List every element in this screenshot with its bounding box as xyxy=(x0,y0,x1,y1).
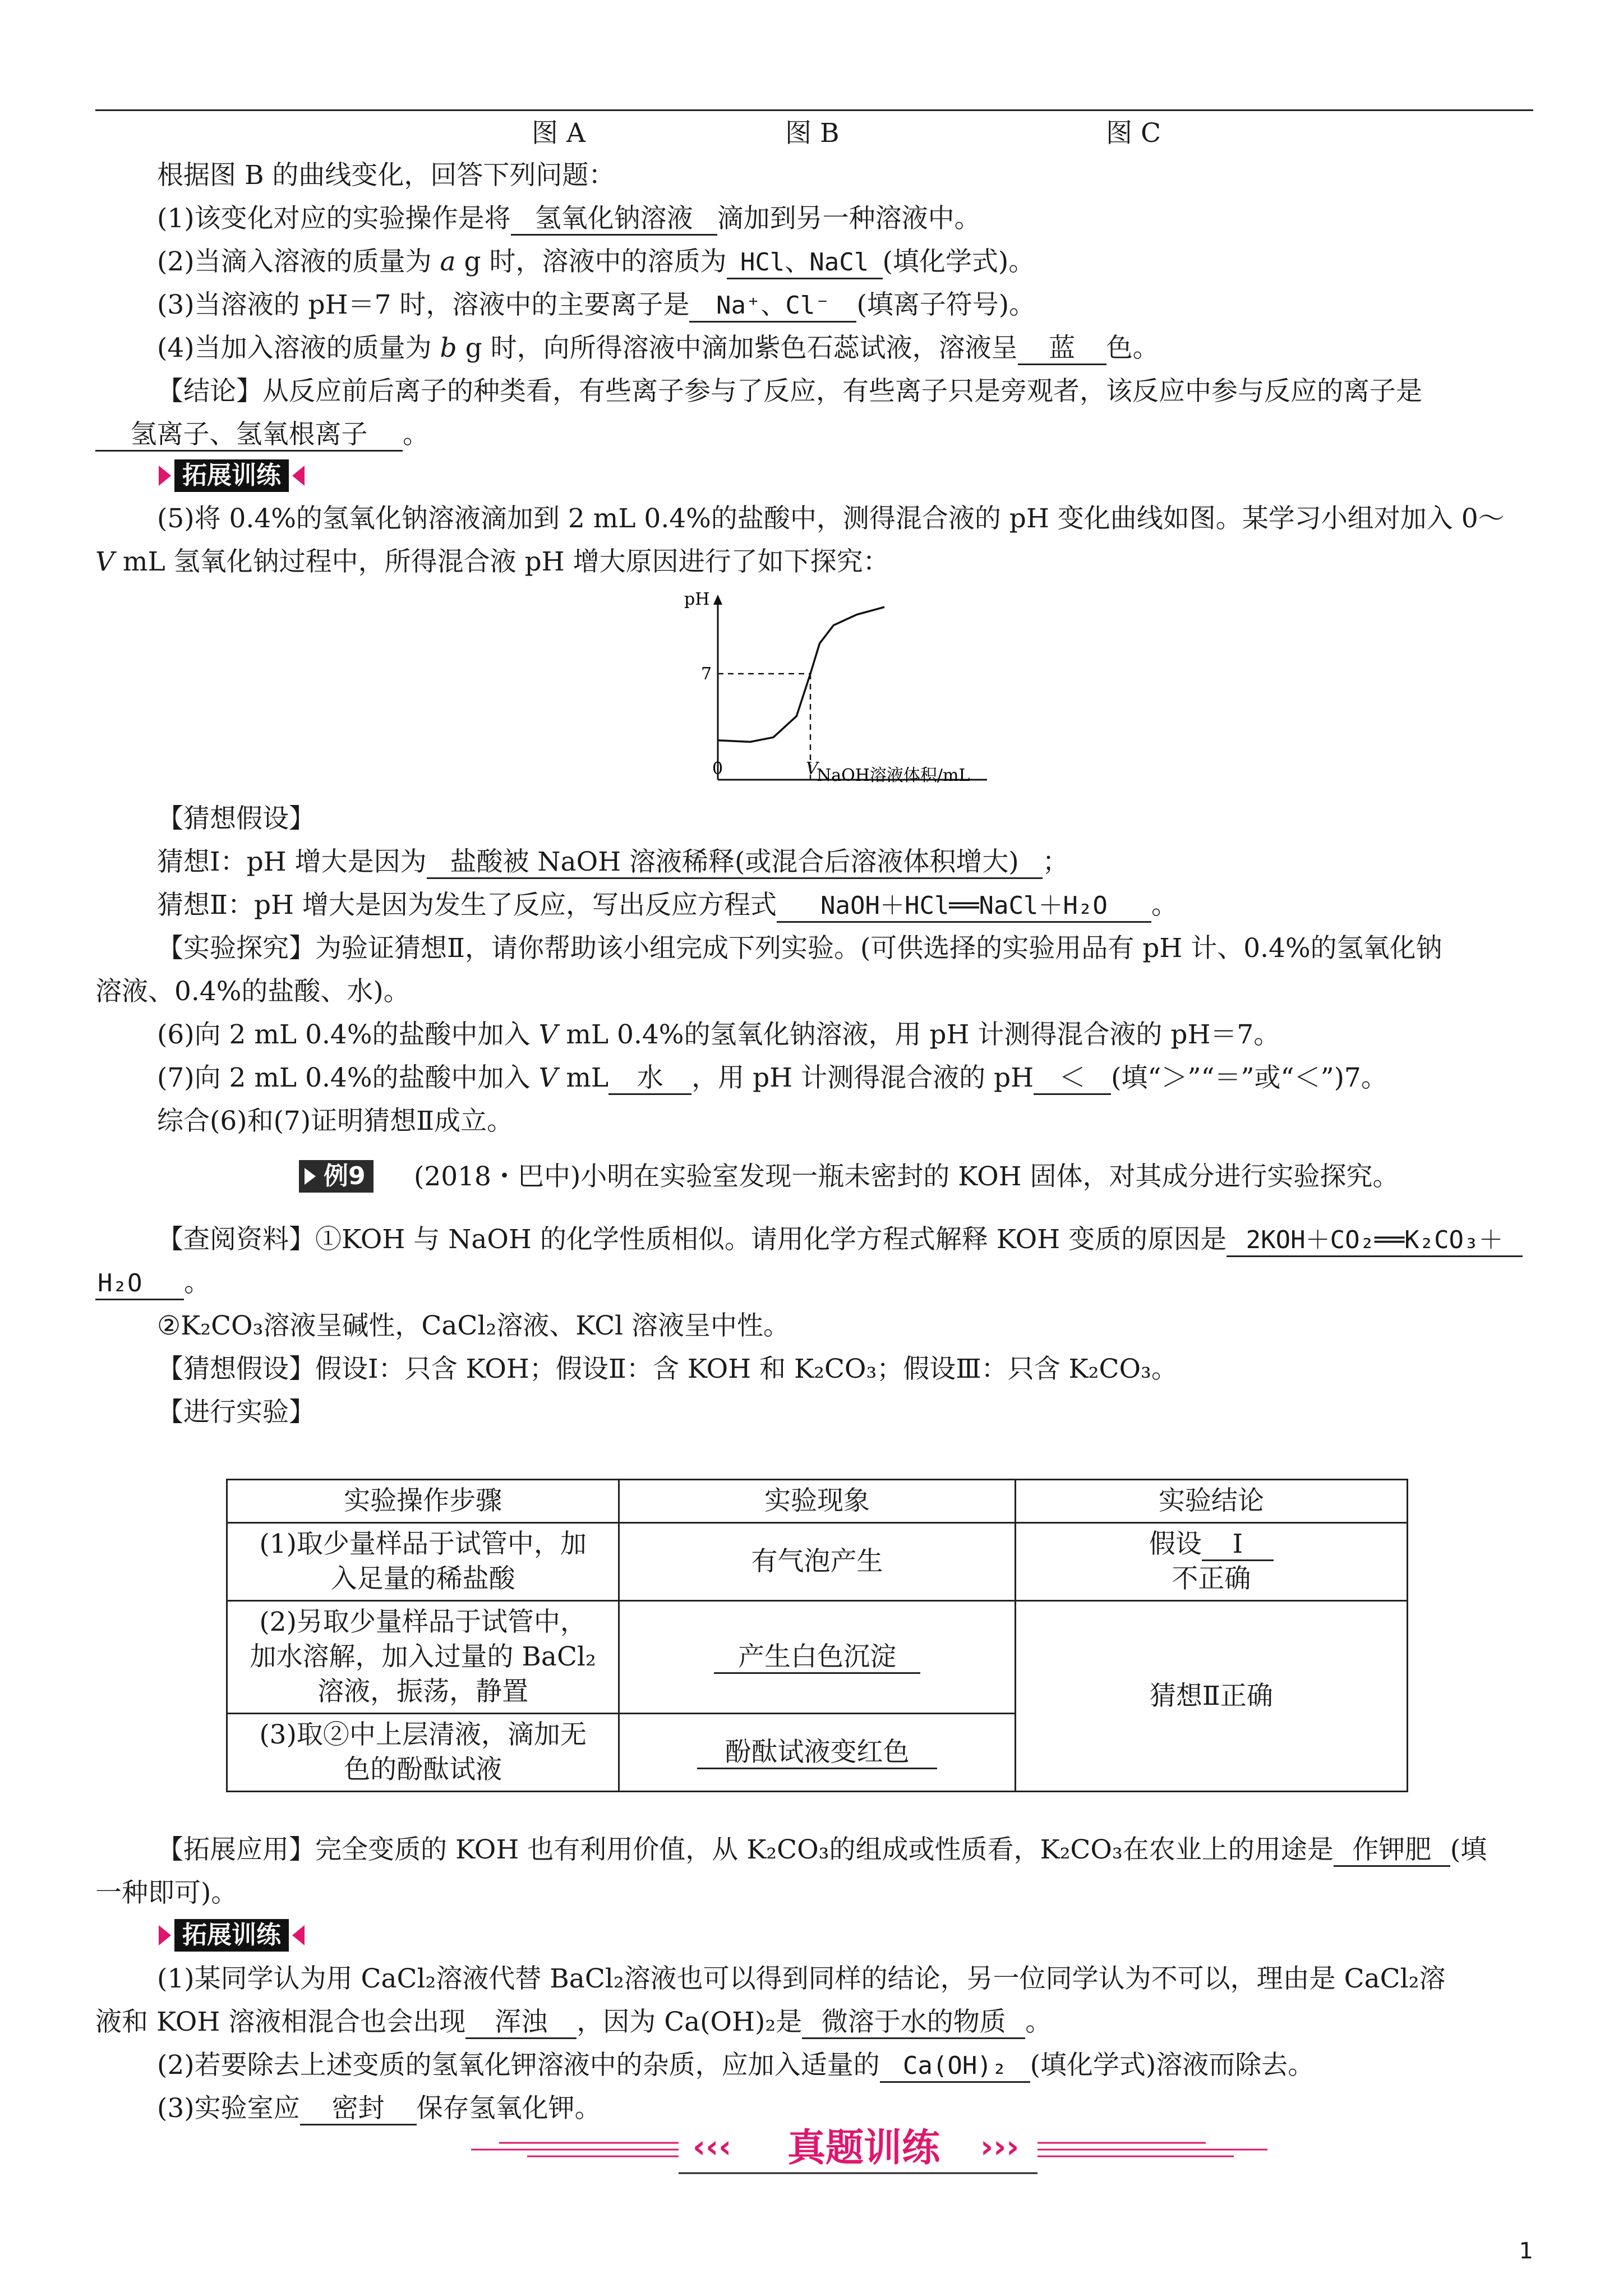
ph-curve-chart xyxy=(673,589,1021,797)
section-banner xyxy=(471,2110,1267,2178)
question-2: (2)当滴入溶液的质量为 a g 时，溶液中的溶质为 HCl、NaCl (填化学式)。 xyxy=(157,245,1035,279)
banner-right-chevrons: ››› xyxy=(980,2129,1020,2165)
conclusion-answer: 氢离子、氢氧根离子 xyxy=(95,420,403,452)
y-axis-arrow xyxy=(713,595,722,605)
x-tick-label: V xyxy=(806,759,818,779)
answer-7a: 水 xyxy=(608,1063,691,1095)
ext2-q3-answer: 密封 xyxy=(300,2093,417,2125)
row3-step: (3)取②中上层清液，滴加无 色的酚酞试液 xyxy=(227,1714,619,1792)
ph-curve xyxy=(718,607,884,742)
answer-2: HCl、NaCl xyxy=(727,247,883,279)
application-line2: 一种即可)。 xyxy=(95,1878,238,1908)
page-number: 1 xyxy=(1519,2238,1533,2264)
example-9-text: (2018・巴中)小明在实验室发现一瓶未密封的 KOH 固体，对其成分进行实验探究。 xyxy=(414,1161,1399,1192)
header-steps: 实验操作步骤 xyxy=(227,1480,619,1523)
lookup-line1: 【查阅资料】①KOH 与 NaOH 的化学性质相似。请用化学方程式解释 KOH 变质的原因是 2KOH＋CO₂══K₂CO₃＋ xyxy=(157,1223,1523,1257)
ext2-q1-answer1: 浑浊 xyxy=(465,2007,577,2039)
question-7: (7)向 2 mL 0.4%的盐酸中加入 V mL 水 ，用 pH 计测得混合液的 pH ＜ (填“＞”“＝”或“＜”)7。 xyxy=(157,1061,1387,1095)
caption-fig-c: 图 C xyxy=(1106,118,1161,149)
row2-observation-answer: 产生白色沉淀 xyxy=(714,1642,920,1674)
lookup-answer-part2: H₂O xyxy=(95,1268,184,1300)
banner-left-lines xyxy=(471,2143,679,2156)
application-answer: 作钾肥 xyxy=(1334,1835,1450,1867)
lookup-line2: H₂O 。 xyxy=(95,1266,210,1300)
header-phenomenon: 实验现象 xyxy=(619,1480,1016,1523)
y-tick-label: 7 xyxy=(701,664,712,684)
hypothesis-title: 【猜想假设】 xyxy=(157,803,315,834)
ext2-q1-line1: (1)某同学认为用 CaCl₂溶液代替 BaCl₂溶液也可以得到同样的结论，另一位同学认为不可以，理由是 CaCl₂溶 xyxy=(157,1963,1446,1994)
x-axis-label: NaOH溶液体积/mL xyxy=(817,766,970,785)
lookup-2: ②K₂CO₃溶液呈碱性，CaCl₂溶液、KCl 溶液呈中性。 xyxy=(157,1310,790,1341)
question-4: (4)当加入溶液的质量为 b g 时，向所得溶液中滴加紫色石蕊试液，溶液呈 蓝 色。 xyxy=(157,332,1159,365)
row1-conclusion: 假设 Ⅰ 不正确 xyxy=(1015,1523,1407,1601)
table-row xyxy=(227,1601,1408,1714)
conclusion-line2: 氢离子、氢氧根离子 。 xyxy=(95,418,429,452)
header-conclusion: 实验结论 xyxy=(1015,1480,1407,1523)
experiment-table xyxy=(226,1479,1408,1792)
row3-observation-answer: 酚酞试液变红色 xyxy=(697,1737,937,1769)
example-9-tag: 例9 xyxy=(299,1159,374,1194)
extension-tag-2: 拓展训练 xyxy=(159,1918,305,1952)
hypothesis-koh: 【猜想假设】假设Ⅰ：只含 KOH；假设Ⅱ：含 KOH 和 K₂CO₃；假设Ⅲ：只含 K₂CO₃。 xyxy=(157,1354,1178,1384)
y-axis-label: pH xyxy=(684,590,710,609)
question-5-line1: (5)将 0.4%的氢氧化钠溶液滴加到 2 mL 0.4%的盐酸中，测得混合液的 pH 变化曲线如图。某学习小组对加入 0～ xyxy=(157,503,1505,534)
intro-text: 根据图 B 的曲线变化，回答下列问题： xyxy=(157,160,615,191)
hypothesis-1: 猜想Ⅰ：pH 增大是因为 盐酸被 NaOH 溶液稀释(或混合后溶液体积增大) ； xyxy=(157,845,1069,879)
answer-1: 氢氧化钠溶液 xyxy=(511,204,717,236)
row1-conclusion-answer: Ⅰ xyxy=(1202,1529,1274,1561)
question-1: (1)该变化对应的实验操作是将 氢氧化钠溶液 滴加到另一种溶液中。 xyxy=(157,202,981,236)
answer-3: Na⁺、Cl⁻ xyxy=(689,291,856,323)
row1-observation: 有气泡产生 xyxy=(619,1523,1016,1601)
lookup-answer-part1: 2KOH＋CO₂══K₂CO₃＋ xyxy=(1227,1225,1523,1257)
ext2-q2-answer: Ca(OH)₂ xyxy=(880,2051,1030,2083)
caption-fig-a: 图 A xyxy=(532,118,585,149)
ext2-q2: (2)若要除去上述变质的氢氧化钾溶液中的杂质，应加入适量的 Ca(OH)₂ (填化学式)溶液而除去。 xyxy=(157,2049,1314,2083)
row2-step: (2)另取少量样品于试管中， 加水溶解，加入过量的 BaCl₂ 溶液，振荡，静置 xyxy=(227,1601,619,1714)
ext2-q3: (3)实验室应 密封 保存氢氧化钾。 xyxy=(157,2092,601,2125)
row2-observation xyxy=(619,1601,1016,1714)
banner-right-lines xyxy=(1038,2143,1267,2156)
do-experiment-title: 【进行实验】 xyxy=(157,1397,315,1428)
row1-step: (1)取少量样品于试管中，加 入足量的稀盐酸 xyxy=(227,1523,619,1601)
application-line1: 【拓展应用】完全变质的 KOH 也有利用价值，从 K₂CO₃的组成或性质看，K₂CO₃在农业上的用途是 作钾肥 (填 xyxy=(157,1833,1487,1867)
question-5-line2: V mL 氢氧化钠过程中，所得混合液 pH 增大原因进行了如下探究： xyxy=(95,546,889,577)
ext2-q1-answer2: 微溶于水的物质 xyxy=(802,2007,1025,2039)
table-header-row xyxy=(227,1480,1408,1523)
summary: 综合(6)和(7)证明猜想Ⅱ成立。 xyxy=(157,1106,514,1137)
origin-label: 0 xyxy=(712,759,723,779)
question-6: (6)向 2 mL 0.4%的盐酸中加入 V mL 0.4%的氢氧化钠溶液，用 pH 计测得混合液的 pH＝7。 xyxy=(157,1019,1280,1050)
answer-7b: ＜ xyxy=(1034,1063,1111,1095)
ext2-q1-line2: 液和 KOH 溶液相混合也会出现 浑浊 ，因为 Ca(OH)₂是 微溶于水的物质 。 xyxy=(95,2005,1052,2039)
explore-line1: 【实验探究】为验证猜想Ⅱ，请你帮助该小组完成下列实验。(可供选择的实验用品有 pH 计、0.4%的氢氧化钠 xyxy=(157,933,1442,964)
row23-conclusion: 猜想Ⅱ正确 xyxy=(1015,1601,1407,1792)
hypothesis-1-answer: 盐酸被 NaOH 溶液稀释(或混合后溶液体积增大) xyxy=(427,847,1043,879)
row3-observation xyxy=(619,1714,1016,1792)
banner-left-chevrons: ‹‹‹ xyxy=(693,2129,732,2165)
caption-fig-b: 图 B xyxy=(785,118,840,149)
extension-tag-1: 拓展训练 xyxy=(159,459,305,493)
question-3: (3)当溶液的 pH＝7 时，溶液中的主要离子是 Na⁺、Cl⁻ (填离子符号)。 xyxy=(157,288,1035,323)
table-row xyxy=(227,1523,1408,1601)
answer-4: 蓝 xyxy=(1018,333,1106,365)
banner-title: 真题训练 xyxy=(787,2126,940,2170)
conclusion-line1: 【结论】从反应前后离子的种类看，有些离子参与了反应，有些离子只是旁观者，该反应中参与反应的离子是 xyxy=(157,376,1422,407)
top-rule xyxy=(95,109,1533,111)
hypothesis-2-answer: NaOH＋HCl══NaCl＋H₂O xyxy=(777,891,1151,923)
explore-line2: 溶液、0.4%的盐酸、水)。 xyxy=(95,976,410,1007)
hypothesis-2: 猜想Ⅱ：pH 增大是因为发生了反应，写出反应方程式 NaOH＋HCl══NaCl＋H₂O 。 xyxy=(157,889,1178,923)
